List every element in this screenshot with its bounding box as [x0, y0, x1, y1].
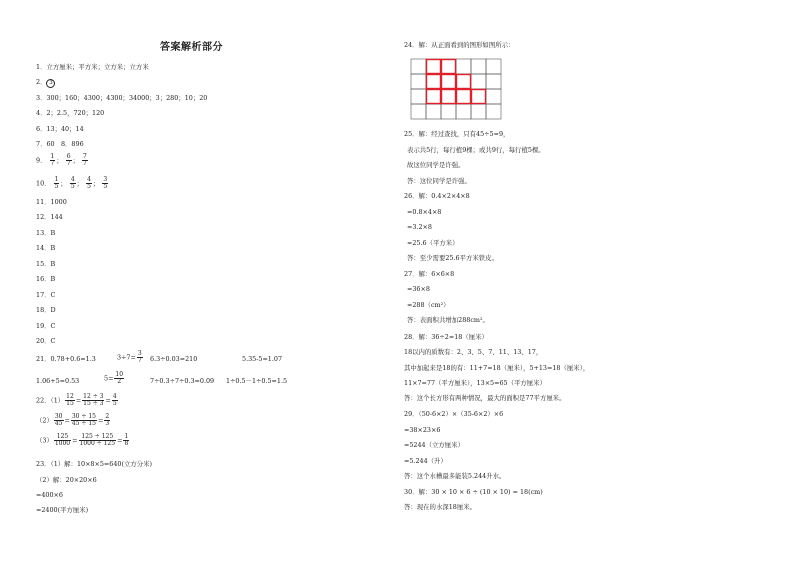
fraction: $\frac{4}{5}$ — [70, 176, 75, 190]
answer-26-5: 答：至少需要25.6平方米铁皮。 — [407, 254, 498, 262]
grid-cell — [441, 104, 456, 119]
answer-2 — [36, 78, 55, 88]
answer-23-2: （2）解：20×20×6 — [36, 476, 97, 484]
answer-27-4: 答：表面积共增加288cm²。 — [407, 316, 489, 324]
grid-cell — [486, 89, 501, 104]
highlighted-cell — [457, 75, 471, 89]
grid-cell — [486, 59, 501, 74]
answer-21-c: 6.3÷0.03=210 — [150, 355, 198, 363]
answer-16: 16．B — [36, 275, 56, 283]
answer-18: 18．D — [36, 306, 56, 314]
grid-cell — [426, 89, 441, 104]
answer-28-2: 18以内的质数有：2、3、5、7、11、13、17， — [404, 348, 543, 356]
highlighted-cell — [472, 90, 486, 104]
fraction: $\frac{4}{5}$ — [87, 176, 91, 190]
answer-21-e: 1.06+5=0.53 — [36, 377, 80, 385]
answer-28-5: 答：这个长方形有两种情况，最大的面积是77平方厘米。 — [404, 394, 566, 402]
answer-11: 11．1000 — [36, 198, 67, 206]
answer-28-3: 其中加起来是18的有：11+7=18（厘米），5+13=18（厘米）， — [404, 364, 590, 372]
answer-26-2: =0.8×4×8 — [407, 208, 442, 216]
grid-cell — [456, 104, 471, 119]
answer-15: 15．B — [36, 260, 56, 268]
answer-10-prefix: 10． — [36, 179, 51, 188]
answer-21-g: 7÷0.3÷7÷0.3=0.09 — [150, 377, 215, 385]
fraction: $\frac{3}{7}$ — [137, 350, 142, 364]
answer-21-d: 5.35-5=1.07 — [242, 355, 283, 363]
answer-28-1: 28．解：36÷2=18（厘米） — [404, 333, 488, 341]
answer-3: 3．300；160；4300；4300；34000；3；280；10；20 — [36, 94, 208, 102]
answer-29-3: =5244（立方厘米） — [404, 441, 464, 449]
grid-cell — [471, 59, 486, 74]
answer-22-3: （3） $\frac{125}{1000}$ = $\frac{125 \div 125}{1000 \div 125}$ = $\frac{1}{8}$ — [36, 433, 129, 447]
grid-cell — [441, 89, 456, 104]
grid-cell — [426, 59, 441, 74]
answer-27-2: =36×8 — [407, 285, 430, 293]
fraction: $\frac{1}{8}$ — [124, 433, 129, 447]
grid-cell — [441, 74, 456, 89]
answer-17: 17．C — [36, 291, 56, 299]
grid-cell — [411, 59, 426, 74]
grid-cell — [486, 74, 501, 89]
answer-12: 12．144 — [36, 213, 63, 221]
answer-4: 4．2；2.5，720；120 — [36, 109, 105, 117]
answer-30-1: 30．解：30 × 10 × 6 ÷ (10 × 10) = 18(cm) — [404, 488, 543, 496]
answer-23-4: =2400(平方厘米) — [36, 506, 89, 514]
grid-cell — [426, 104, 441, 119]
fraction: $\frac{30}{45}$ — [54, 413, 63, 427]
fraction: $\frac{30 \div 15}{45 \div 15}$ — [71, 413, 96, 427]
fraction: $\frac{125 \div 125}{1000 \div 125}$ — [79, 433, 116, 447]
answer-24: 24．解：从正面看到的图形如图所示： — [404, 41, 515, 49]
highlighted-cell — [442, 60, 456, 74]
fraction: $\frac{125}{1000}$ — [54, 433, 71, 447]
answer-9: 9． $\frac{1}{7}$ ； $\frac{6}{7}$ ； $\frac{7}{7}$ — [36, 153, 87, 167]
answer-22-2: （2） $\frac{30}{45}$ = $\frac{30 \div 15}{45 \div 15}$ = $\frac{2}{3}$ — [36, 413, 110, 427]
fraction: $\frac{7}{7}$ — [83, 153, 87, 167]
grid-cell — [471, 104, 486, 119]
answer-9-prefix: 9． — [36, 156, 47, 165]
answer-10: 10． $\frac{1}{5}$ ； $\frac{4}{5}$ ； $\frac{4}{5}$ ； $\frac{3}{5}$ — [36, 176, 108, 190]
answer-29-5: 答：这个水槽最多能装5.244升水。 — [404, 472, 506, 480]
fraction: $\frac{12 \div 3}{15 \div 3}$ — [83, 393, 104, 407]
answer-25-1: 25．解：经过查找，只有45÷5=9， — [404, 130, 510, 138]
answer-21-a: 21．0.78+0.6=1.3 — [36, 355, 96, 363]
answer-23-3: =400×6 — [36, 491, 63, 499]
page-title: 答案解析部分 — [160, 42, 223, 53]
answer-25-4: 答：这位同学是许强。 — [407, 177, 471, 185]
answer-26-1: 26．解：0.4×2×4×8 — [404, 192, 470, 200]
grid-cell — [411, 89, 426, 104]
answer-29-2: =38×23×6 — [404, 426, 441, 434]
fraction: $\frac{4}{5}$ — [112, 393, 117, 407]
grid-cell — [426, 74, 441, 89]
fraction: $\frac{12}{15}$ — [66, 393, 74, 407]
front-view-grid — [410, 58, 504, 122]
answer-21-f: 5= $\frac{10}{2}$ — [104, 371, 124, 385]
answer-26-4: =25.6（平方米） — [407, 239, 459, 247]
fraction: $\frac{2}{3}$ — [105, 413, 110, 427]
answer-28-4: 11×7=77（平方厘米），13×5=65（平方厘米） — [404, 379, 546, 387]
grid-cell — [411, 74, 426, 89]
answer-29-1: 29．（50-6×2）×（35-6×2）×6 — [404, 410, 504, 418]
answer-6: 6．13；40；14 — [36, 125, 84, 133]
answer-27-3: =288（cm²） — [407, 301, 450, 309]
highlighted-cell — [427, 75, 441, 89]
answer-25-2: 表示共5行，每行植9棵；或共9行，每行植5棵。 — [407, 146, 545, 154]
answer-30-2: 答：现在的水深18厘米。 — [404, 503, 477, 511]
grid-cell — [486, 104, 501, 119]
answer-23-1: 23．（1）解：10×8×5=640(立方分米) — [36, 460, 153, 468]
answer-21-h: 1÷0.5－1÷0.5=1.5 — [226, 377, 288, 385]
fraction: $\frac{10}{2}$ — [115, 371, 124, 385]
fraction: $\frac{3}{5}$ — [103, 176, 108, 190]
answer-27-1: 27．解：6×6×8 — [404, 270, 455, 278]
fraction: $\frac{6}{7}$ — [66, 153, 71, 167]
highlighted-cell — [427, 90, 441, 104]
fraction: $\frac{1}{5}$ — [54, 176, 59, 190]
grid-cell — [441, 59, 456, 74]
grid-cell — [411, 104, 426, 119]
answer-25-3: 故这位同学是许强。 — [407, 161, 465, 169]
answer-13: 13．B — [36, 229, 56, 237]
highlighted-cell — [457, 90, 471, 104]
fraction: $\frac{1}{7}$ — [50, 153, 55, 167]
grid-cell — [456, 74, 471, 89]
circled-number: 3 — [46, 79, 55, 88]
highlighted-cell — [442, 75, 456, 89]
answer-29-4: =5.244（升） — [404, 457, 447, 465]
answer-14: 14．B — [36, 244, 56, 252]
grid-cell — [471, 74, 486, 89]
answer-19: 19．C — [36, 322, 56, 330]
answer-20: 20．C — [36, 337, 56, 345]
grid-cell — [471, 89, 486, 104]
highlighted-cell — [427, 60, 441, 74]
grid-cell — [456, 89, 471, 104]
answer-21-b: 3÷7= $\frac{3}{7}$ — [117, 350, 142, 364]
answer-22-1: 22．（1） $\frac{12}{15}$ = $\frac{12 \div 3}{15 \div 3}$ = $\frac{4}{5}$ — [36, 393, 117, 407]
answer-2-prefix: 2． — [36, 78, 47, 86]
answer-26-3: =3.2×8 — [407, 223, 432, 231]
grid-cell — [456, 59, 471, 74]
answer-1: 1．立方厘米；平方米；立方米；立方米 — [36, 63, 149, 71]
answer-7: 7．60 8．896 — [36, 140, 84, 148]
highlighted-cell — [442, 90, 456, 104]
